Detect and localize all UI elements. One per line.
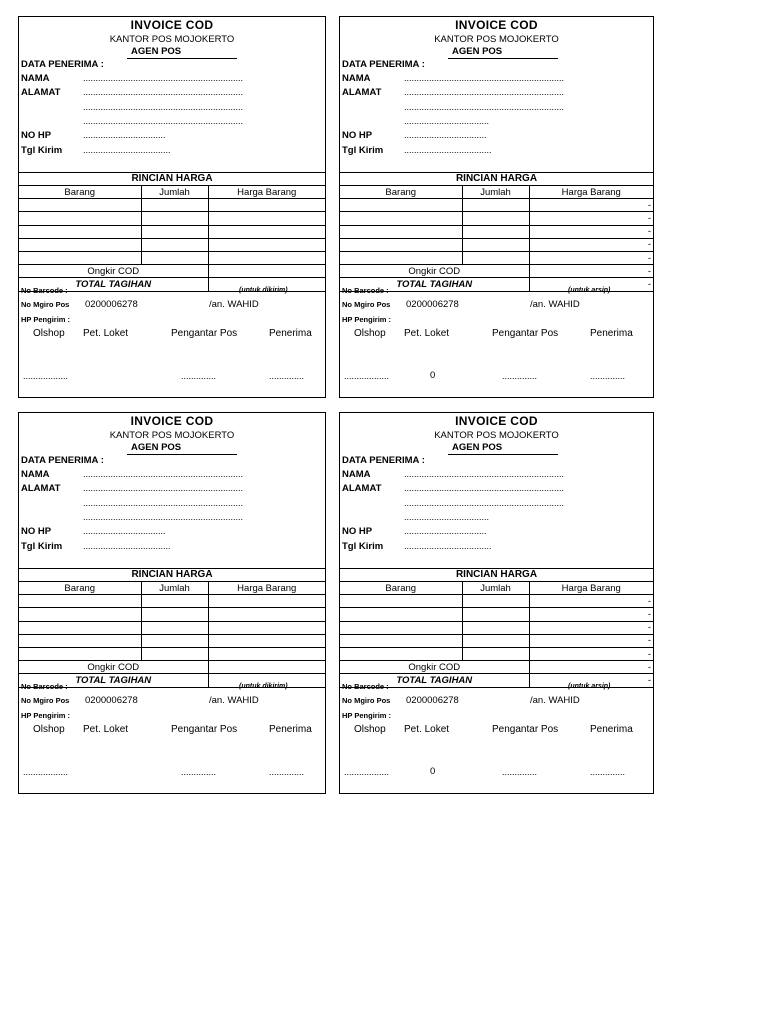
table-header-row (340, 186, 653, 199)
col-price-header: Harga Barang (208, 582, 325, 595)
qty-cell[interactable] (462, 621, 529, 634)
table-row (340, 634, 653, 647)
barcode-label: No Barcode : (21, 286, 68, 295)
recipient-heading: DATA PENERIMA : (21, 455, 104, 466)
table-row (340, 225, 653, 238)
account-name: /an. WAHID (530, 695, 580, 706)
col-item-header: Barang (340, 186, 462, 199)
table-row (340, 212, 653, 225)
table-header-row (19, 582, 325, 595)
item-cell[interactable] (19, 251, 141, 264)
price-cell[interactable] (208, 251, 325, 264)
item-cell[interactable] (340, 647, 462, 660)
table-row (19, 251, 325, 264)
signature-courier-line[interactable]: .............. (181, 371, 217, 381)
shipping-row (340, 661, 653, 674)
signature-recipient-line[interactable]: .............. (590, 767, 626, 777)
shipping-value[interactable]: - (529, 661, 653, 674)
account-name: /an. WAHID (209, 695, 259, 706)
address-field-line-3[interactable]: ................................................................ (83, 512, 244, 522)
agent-name: AGEN POS (127, 46, 237, 59)
address-label: ALAMAT (21, 87, 61, 98)
agent-name: AGEN POS (448, 46, 558, 59)
signature-recipient-label: Penerima (590, 724, 633, 735)
signature-courier-line[interactable]: .............. (181, 767, 217, 777)
signature-recipient-label: Penerima (590, 328, 633, 339)
copy-note: (untuk dikirim) (239, 287, 288, 294)
table-header-row (340, 582, 653, 595)
address-label: ALAMAT (342, 483, 382, 494)
table-row (19, 621, 325, 634)
price-cell[interactable]: - (529, 251, 653, 264)
signature-olshop-line[interactable]: .................. (344, 371, 390, 381)
mgiro-number: 0200006278 (406, 299, 459, 310)
address-field-line-2[interactable]: ................................................................ (404, 102, 565, 112)
price-cell[interactable]: - (529, 225, 653, 238)
price-cell[interactable]: - (529, 238, 653, 251)
phone-label: NO HP (342, 130, 373, 141)
item-cell[interactable] (19, 647, 141, 660)
table-row (19, 608, 325, 621)
address-field-line-1[interactable]: ................................................................ (404, 483, 565, 493)
price-cell[interactable] (208, 595, 325, 608)
office-name: KANTOR POS MOJOKERTO (109, 430, 235, 441)
name-label: NAMA (342, 469, 371, 480)
price-cell[interactable] (208, 634, 325, 647)
qty-cell[interactable] (462, 199, 529, 212)
sender-phone-label: HP Pengirim : (342, 711, 392, 720)
qty-cell[interactable] (141, 225, 208, 238)
price-cell[interactable]: - (529, 212, 653, 225)
table-row (340, 608, 653, 621)
signature-recipient-label: Penerima (269, 724, 312, 735)
invoice-card (339, 16, 654, 398)
total-label: TOTAL TAGIHAN (19, 278, 208, 291)
table-row (340, 621, 653, 634)
item-cell[interactable] (340, 634, 462, 647)
item-cell[interactable] (340, 225, 462, 238)
agent-name: AGEN POS (448, 442, 558, 455)
shipping-row (19, 661, 325, 674)
address-field-line-3[interactable]: .................................. (404, 512, 490, 522)
item-cell[interactable] (340, 251, 462, 264)
phone-field[interactable]: ................................. (83, 130, 166, 140)
shipping-row (340, 265, 653, 278)
office-name: KANTOR POS MOJOKERTO (434, 430, 559, 441)
date-field[interactable]: ................................... (404, 145, 492, 155)
address-label: ALAMAT (342, 87, 382, 98)
date-label: Tgl Kirim (21, 541, 63, 552)
copy-note: (untuk arsip) (568, 287, 611, 294)
price-table (19, 185, 325, 292)
qty-cell[interactable] (141, 621, 208, 634)
signature-olshop-label: Olshop (33, 724, 65, 735)
signature-olshop-label: Olshop (33, 328, 65, 339)
qty-cell[interactable] (462, 634, 529, 647)
item-cell[interactable] (19, 634, 141, 647)
signature-courier-line[interactable]: .............. (502, 767, 538, 777)
date-field[interactable]: ................................... (83, 145, 171, 155)
signature-recipient-line[interactable]: .............. (269, 767, 305, 777)
item-cell[interactable] (340, 621, 462, 634)
signature-olshop-line[interactable]: .................. (23, 767, 69, 777)
details-heading: RINCIAN HARGA (455, 173, 538, 184)
price-cell[interactable]: - (529, 595, 653, 608)
signature-olshop-line[interactable]: .................. (23, 371, 69, 381)
table-row (19, 212, 325, 225)
mgiro-label: No Mgiro Pos (21, 696, 70, 705)
total-value[interactable]: - (529, 674, 653, 687)
address-field-line-2[interactable]: ................................................................ (83, 498, 244, 508)
signature-courier-label: Pengantar Pos (171, 328, 238, 339)
agent-name: AGEN POS (127, 442, 237, 455)
qty-cell[interactable] (462, 225, 529, 238)
price-cell[interactable]: - (529, 647, 653, 660)
shipping-label: Ongkir COD (19, 265, 208, 278)
item-cell[interactable] (19, 595, 141, 608)
item-cell[interactable] (19, 199, 141, 212)
invoice-title: INVOICE COD (455, 414, 538, 428)
sender-phone-label: HP Pengirim : (342, 315, 392, 324)
copy-note: (untuk arsip) (568, 683, 611, 690)
col-qty-header: Jumlah (462, 582, 529, 595)
office-name: KANTOR POS MOJOKERTO (434, 34, 559, 45)
sender-phone-label: HP Pengirim : (21, 711, 71, 720)
address-field-line-1[interactable]: ................................................................ (83, 483, 244, 493)
table-row (19, 199, 325, 212)
address-field-line-2[interactable]: ................................................................ (404, 498, 565, 508)
details-heading: RINCIAN HARGA (131, 173, 213, 184)
qty-cell[interactable] (462, 212, 529, 225)
signature-counter-label: Pet. Loket (404, 328, 450, 339)
table-header-row (19, 186, 325, 199)
phone-label: NO HP (342, 526, 373, 537)
qty-cell[interactable] (141, 608, 208, 621)
item-cell[interactable] (340, 212, 462, 225)
item-cell[interactable] (19, 212, 141, 225)
table-row (19, 634, 325, 647)
date-field[interactable]: ................................... (83, 541, 171, 551)
price-table (340, 581, 653, 688)
invoice-card (18, 16, 326, 398)
item-cell[interactable] (19, 608, 141, 621)
office-name: KANTOR POS MOJOKERTO (109, 34, 235, 45)
qty-cell[interactable] (462, 647, 529, 660)
price-cell[interactable]: - (529, 608, 653, 621)
signature-recipient-line[interactable]: .............. (269, 371, 305, 381)
phone-label: NO HP (21, 526, 52, 537)
address-field-line-1[interactable]: ................................................................ (404, 87, 565, 97)
invoice-card (339, 412, 654, 794)
qty-cell[interactable] (141, 595, 208, 608)
qty-cell[interactable] (462, 595, 529, 608)
col-price-header: Harga Barang (529, 186, 653, 199)
price-cell[interactable]: - (529, 199, 653, 212)
signature-recipient-label: Penerima (269, 328, 312, 339)
item-cell[interactable] (340, 238, 462, 251)
name-field[interactable]: ................................................................ (83, 469, 244, 479)
address-field-line-1[interactable]: ................................................................ (83, 87, 244, 97)
qty-cell[interactable] (141, 238, 208, 251)
recipient-heading: DATA PENERIMA : (21, 59, 104, 70)
copy-note: (untuk dikirim) (239, 683, 288, 690)
signature-courier-label: Pengantar Pos (492, 328, 559, 339)
address-label: ALAMAT (21, 483, 61, 494)
signature-courier-label: Pengantar Pos (492, 724, 559, 735)
price-table (340, 185, 653, 292)
name-label: NAMA (21, 73, 50, 84)
mgiro-number: 0200006278 (85, 299, 138, 310)
total-value[interactable]: - (529, 278, 653, 291)
address-field-line-3[interactable]: ................................................................ (83, 116, 244, 126)
name-field[interactable]: ................................................................ (83, 73, 244, 83)
total-label: TOTAL TAGIHAN (340, 278, 529, 291)
price-cell[interactable] (208, 225, 325, 238)
name-label: NAMA (342, 73, 371, 84)
invoice-title: INVOICE COD (130, 414, 214, 428)
table-row (19, 238, 325, 251)
price-cell[interactable] (208, 621, 325, 634)
item-cell[interactable] (19, 225, 141, 238)
qty-cell[interactable] (462, 251, 529, 264)
invoice-title: INVOICE COD (455, 18, 538, 32)
qty-cell[interactable] (141, 251, 208, 264)
qty-cell[interactable] (462, 238, 529, 251)
invoice-card (18, 412, 326, 794)
signature-courier-label: Pengantar Pos (171, 724, 238, 735)
signature-courier-line[interactable]: .............. (502, 371, 538, 381)
col-item-header: Barang (340, 582, 462, 595)
mgiro-label: No Mgiro Pos (21, 300, 70, 309)
price-cell[interactable]: - (529, 634, 653, 647)
item-cell[interactable] (19, 238, 141, 251)
barcode-label: No Barcode : (342, 286, 389, 295)
item-cell[interactable] (19, 621, 141, 634)
price-cell[interactable] (208, 212, 325, 225)
phone-field[interactable]: ................................. (83, 526, 166, 536)
col-price-header: Harga Barang (208, 186, 325, 199)
price-cell[interactable] (208, 647, 325, 660)
address-field-line-2[interactable]: ................................................................ (83, 102, 244, 112)
details-heading: RINCIAN HARGA (455, 569, 538, 580)
qty-cell[interactable] (141, 634, 208, 647)
barcode-label: No Barcode : (342, 682, 389, 691)
col-price-header: Harga Barang (529, 582, 653, 595)
shipping-row (19, 265, 325, 278)
table-row (19, 225, 325, 238)
table-row (340, 595, 653, 608)
col-item-header: Barang (19, 186, 141, 199)
price-cell[interactable] (208, 608, 325, 621)
name-field[interactable]: ................................................................ (404, 469, 565, 479)
signature-recipient-line[interactable]: .............. (590, 371, 626, 381)
signature-counter-label: Pet. Loket (83, 724, 129, 735)
col-qty-header: Jumlah (462, 186, 529, 199)
phone-field[interactable]: ................................. (404, 130, 487, 140)
total-label: TOTAL TAGIHAN (19, 674, 208, 687)
item-cell[interactable] (340, 199, 462, 212)
date-label: Tgl Kirim (342, 145, 384, 156)
mgiro-label: No Mgiro Pos (342, 300, 391, 309)
signature-olshop-label: Olshop (354, 724, 386, 735)
signature-value: 0 (430, 766, 436, 777)
phone-label: NO HP (21, 130, 52, 141)
recipient-heading: DATA PENERIMA : (342, 455, 425, 466)
table-row (340, 199, 653, 212)
col-qty-header: Jumlah (141, 582, 208, 595)
shipping-label: Ongkir COD (340, 661, 529, 674)
signature-olshop-line[interactable]: .................. (344, 767, 390, 777)
account-name: /an. WAHID (209, 299, 259, 310)
price-cell[interactable]: - (529, 621, 653, 634)
mgiro-number: 0200006278 (85, 695, 138, 706)
table-row (340, 238, 653, 251)
table-row (340, 647, 653, 660)
shipping-label: Ongkir COD (340, 265, 529, 278)
price-cell[interactable] (208, 238, 325, 251)
account-name: /an. WAHID (530, 299, 580, 310)
table-row (19, 595, 325, 608)
signature-counter-label: Pet. Loket (83, 328, 129, 339)
qty-cell[interactable] (141, 212, 208, 225)
date-label: Tgl Kirim (21, 145, 63, 156)
price-cell[interactable] (208, 199, 325, 212)
col-item-header: Barang (19, 582, 141, 595)
details-heading: RINCIAN HARGA (131, 569, 213, 580)
table-row (340, 251, 653, 264)
barcode-label: No Barcode : (21, 682, 68, 691)
date-label: Tgl Kirim (342, 541, 384, 552)
mgiro-label: No Mgiro Pos (342, 696, 391, 705)
qty-cell[interactable] (141, 199, 208, 212)
recipient-heading: DATA PENERIMA : (342, 59, 425, 70)
date-field[interactable]: ................................... (404, 541, 492, 551)
price-table (19, 581, 325, 688)
table-row (19, 647, 325, 660)
qty-cell[interactable] (141, 647, 208, 660)
invoice-title: INVOICE COD (130, 18, 214, 32)
item-cell[interactable] (340, 608, 462, 621)
shipping-value[interactable] (208, 661, 325, 674)
total-label: TOTAL TAGIHAN (340, 674, 529, 687)
address-field-line-3[interactable]: .................................. (404, 116, 490, 126)
phone-field[interactable]: ................................. (404, 526, 487, 536)
shipping-label: Ongkir COD (19, 661, 208, 674)
qty-cell[interactable] (462, 608, 529, 621)
sender-phone-label: HP Pengirim : (21, 315, 71, 324)
item-cell[interactable] (340, 595, 462, 608)
signature-olshop-label: Olshop (354, 328, 386, 339)
col-qty-header: Jumlah (141, 186, 208, 199)
mgiro-number: 0200006278 (406, 695, 459, 706)
name-label: NAMA (21, 469, 50, 480)
signature-value: 0 (430, 370, 436, 381)
signature-counter-label: Pet. Loket (404, 724, 450, 735)
shipping-value[interactable] (208, 265, 325, 278)
shipping-value[interactable]: - (529, 265, 653, 278)
name-field[interactable]: ................................................................ (404, 73, 565, 83)
